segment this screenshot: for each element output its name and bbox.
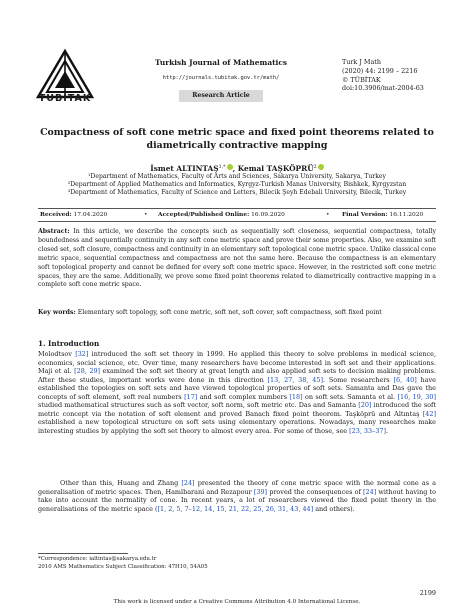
logo-wordmark: TÜBİTAK [38, 93, 92, 104]
article-type-badge: Research Article [179, 90, 263, 102]
paragraph-text: and others). [313, 504, 355, 513]
paper-title [28, 126, 446, 152]
page-number: 2199 [419, 589, 436, 597]
footnote-rule [38, 553, 128, 554]
bullet: • [326, 212, 330, 218]
citation-link[interactable]: [1, 2, 5, 7–12, 14, 15, 21, 22, 25, 26, 31, 43, 44] [157, 504, 314, 513]
affiliation: ²Department of Applied Mathematics and Informatics, Kyrgyz-Turkish Manas University, Bishkek, Kyrgyzstan [67, 180, 407, 188]
correspondence: *Correspondence: ialtintas@sakarya.edu.tr [38, 556, 157, 562]
citation-link[interactable]: [32] [75, 350, 89, 358]
bullet: • [144, 212, 148, 218]
paragraph-text: without having to take into account the normality of cone. In recent years, a lot of researchers viewed the fixed point theory in the generalisations of the metric space ( [38, 487, 436, 513]
affiliation: ¹Department of Mathematics, Faculty of Arts and Sciences, Sakarya University, Sakarya, Turkey [88, 173, 386, 180]
citation-link[interactable]: [18] [289, 392, 303, 401]
keywords [38, 309, 436, 318]
footnote [38, 556, 208, 571]
citation-link[interactable]: [13, 27, 38, 45] [267, 375, 323, 384]
accepted-date: Accepted/Published Online: 16.09.2020 [158, 211, 285, 218]
citation-link[interactable]: [16, 19, 30] [397, 392, 436, 401]
journal-header [128, 58, 314, 102]
final-version-date: Final Version: 16.11.2020 [342, 211, 424, 218]
title-line: Compactness of soft cone metric space and fixed point theorems related to [40, 127, 434, 138]
paragraph-text: . [386, 426, 389, 435]
citation-link[interactable]: [20] [358, 401, 372, 410]
keywords-label: Key words: [38, 309, 76, 316]
abstract [38, 228, 436, 290]
abstract-label: Abstract: [38, 228, 70, 235]
citation-link[interactable]: [17] [184, 392, 198, 401]
citation-line: © TÜBİTAK [342, 75, 381, 84]
orcid-icon[interactable] [318, 164, 324, 170]
paragraph-text: introduced the soft set theory in 1999. He applied this theory to solve problems in medical science, economics, social science, etc. Over time, many researchers have become interested in soft set and their applications. Maji et al. [38, 350, 436, 376]
citation-link[interactable]: [23, 33–37] [349, 426, 387, 435]
paragraph-text: proved the consequences of [267, 487, 363, 496]
citation-link[interactable]: [28, 29] [74, 367, 101, 376]
paragraph-text: examined the soft set theory at great length and also applied soft sets to decision making problems. After these studies, important works were done in this direction [38, 367, 437, 384]
divider [38, 208, 436, 209]
keywords-text: Elementary soft topology, soft cone metric, soft net, soft cover, soft compactness, soft fixed point [77, 309, 382, 316]
section-heading: 1. Introduction [38, 339, 100, 348]
license-notice: This work is licensed under a Creative Commons Attribution 4.0 International License. [113, 599, 361, 605]
author-name: İsmet ALTINTAŞ [150, 164, 219, 173]
received-date: Received: 17.04.2020 [40, 211, 108, 218]
paragraph-text: presented the theory of cone metric space with the normal cone as a generalisation of metric spaces. Then, Hamlbarani and Rezapour [38, 479, 436, 496]
paragraph-text: introduced the soft metric concept via the notation of soft element and proved Banach fixed point theorem. Taşköprü and Altıntaş [38, 401, 436, 418]
citation-line: Turk J Math [342, 58, 381, 66]
title-line: diametrically contractive mapping [146, 140, 328, 151]
intro-paragraph [38, 350, 436, 435]
citation-line: (2020) 44: 2199 – 2216 [342, 66, 418, 75]
citation-link[interactable]: [6, 40] [393, 375, 417, 384]
intro-paragraph [38, 479, 436, 513]
abstract-text: In this article, we describe the concepts such as sequentially soft closeness, sequential compactness, totally boundedness and sequentially continuity in any soft cone metric space and prove their some properties. Also, we examine soft closed set, soft closure, compactness and continuity in an elementary soft topological cone metric space. Unlike classical cone metric space, sequential compactness and compactness are not the same here. Because the compactness is an elementary soft topological property and cannot be defined for every soft cone metric space. However, in the restricted soft cone metric spaces, they are the same. Additionally, we prove some fixed point theorems related to diametrically contractive mapping in a complete soft cone metric space. [38, 228, 436, 289]
journal-name: Turkish Journal of Mathematics [155, 58, 287, 67]
citation-link[interactable]: [42] [422, 409, 436, 418]
author-name: Kemal TAŞKÖPRÜ [237, 164, 314, 173]
journal-url-link[interactable]: http://journals.tubitak.gov.tr/math/ [162, 75, 280, 81]
citation-link[interactable]: [24] [181, 479, 195, 487]
paragraph-text: and soft complex numbers [197, 392, 290, 401]
author-superscript: 2 [313, 165, 317, 170]
doi-link[interactable]: doi:10.3906/mat-2004-63 [342, 84, 424, 93]
affiliations [28, 173, 446, 196]
paragraph-text: established a new topological structure on soft sets using elementary operations. Nowadays, many researches make interesting studies by applying the soft set theory to almost every area. For some of those, see [38, 418, 436, 435]
paragraph-text: have established the topologies on soft sets and have viewed topological properties of soft sets. Samanta and Das gave the concepts of soft element, soft real numbers [38, 375, 436, 401]
affiliation: ³Department of Mathematics, Faculty of Science and Letters, Bilecik Şeyh Edebali University, Bilecik, Turkey [67, 188, 407, 196]
paragraph-text: Other than this, Huang and Zhang [60, 479, 182, 487]
paragraph-text: studied mathematical structures such as soft vector, soft norm, soft metric etc. Das and Samanta [38, 401, 359, 410]
author-separator: , [232, 164, 238, 173]
msc-classification: 2010 AMS Mathematics Subject Classification: 47H10, 54A05 [38, 563, 208, 570]
author-superscript: 1,* [218, 165, 226, 170]
divider [38, 221, 436, 222]
citation-link[interactable]: [24] [362, 487, 377, 496]
citation-info [342, 58, 424, 93]
paragraph-text: on soft sets. Samanta et al. [302, 392, 398, 401]
paragraph-text: Molodtsov [38, 350, 76, 358]
citation-link[interactable]: [39] [253, 487, 268, 496]
paragraph-text: . Some researchers [322, 375, 394, 384]
